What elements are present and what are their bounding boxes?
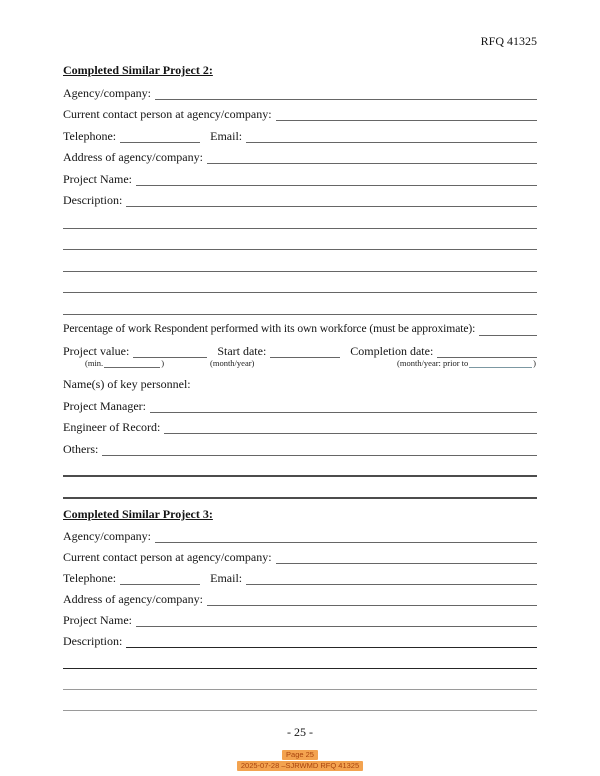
address-fill-line — [207, 592, 537, 606]
min-fill-line — [104, 359, 160, 368]
fill-line — [63, 279, 537, 293]
prior-to-note — [397, 358, 536, 368]
project-manager-fill-line — [150, 399, 537, 413]
contact-label: Current contact person at agency/company: — [63, 549, 272, 564]
project-manager-label: Project Manager: — [63, 398, 146, 413]
prior-fill-line — [469, 359, 532, 368]
project-name-fill-line — [136, 172, 537, 186]
fill-line — [63, 258, 537, 272]
description-label: Description: — [63, 193, 123, 207]
project-value-label: Project value: — [63, 343, 130, 358]
contact-fill-line — [276, 107, 537, 121]
date-subnotes-row — [63, 358, 537, 370]
blank-line-row — [63, 207, 537, 229]
footer-annotations — [0, 750, 600, 771]
min-note — [85, 358, 164, 368]
field-row-contact — [63, 100, 537, 122]
key-personnel-row — [63, 370, 537, 392]
blank-line-row — [63, 456, 537, 478]
min-note-suffix: ) — [161, 357, 165, 368]
field-row-address — [63, 585, 537, 606]
engineer-fill-line — [164, 420, 537, 434]
others-label: Others: — [63, 441, 99, 456]
project-name-fill-line — [136, 613, 537, 627]
field-row-others — [63, 434, 537, 456]
page-content — [63, 0, 537, 711]
min-note-prefix: (min. — [85, 357, 104, 368]
field-row-description — [63, 186, 537, 208]
project-value-fill-line — [133, 344, 207, 358]
blank-line-row — [63, 690, 537, 711]
fill-line — [63, 697, 537, 711]
blank-line-row — [63, 477, 537, 499]
field-row-project-manager — [63, 391, 537, 413]
percentage-fill-line — [479, 322, 537, 336]
agency-fill-line — [155, 529, 537, 543]
fill-line — [63, 301, 537, 315]
telephone-label: Telephone: — [63, 128, 117, 143]
fill-line — [63, 676, 537, 690]
blank-line-row — [63, 250, 537, 272]
section-title-project3: Completed Similar Project 3: — [63, 506, 213, 521]
field-row-telephone-email — [63, 564, 537, 585]
fill-line — [63, 655, 537, 669]
month-year-note: (month/year) — [210, 357, 255, 368]
fill-line — [63, 484, 537, 499]
section-title-project2: Completed Similar Project 2: — [63, 63, 213, 77]
email-fill-line — [246, 571, 537, 585]
description-fill-line — [126, 193, 537, 207]
fill-line — [63, 236, 537, 250]
fill-line — [63, 215, 537, 229]
field-row-address — [63, 143, 537, 165]
engineer-of-record-label: Engineer of Record: — [63, 420, 161, 434]
field-row-project-name — [63, 606, 537, 627]
address-fill-line — [207, 150, 537, 164]
address-label: Address of agency/company: — [63, 591, 203, 606]
fill-line — [63, 462, 537, 477]
email-label: Email: — [210, 570, 243, 585]
agency-label: Agency/company: — [63, 528, 151, 543]
field-row-dates — [63, 336, 537, 358]
agency-label: Agency/company: — [63, 85, 151, 100]
prior-note-suffix: ) — [533, 357, 536, 368]
key-personnel-label: Name(s) of key personnel: — [63, 377, 191, 391]
percentage-label: Percentage of work Respondent performed with its own workforce (must be approximate): — [63, 322, 476, 335]
contact-fill-line — [276, 550, 537, 564]
telephone-fill-line — [120, 129, 200, 143]
telephone-label: Telephone: — [63, 570, 117, 585]
blank-line-row — [63, 669, 537, 690]
rfq-reference: RFQ 41325 — [480, 34, 537, 48]
field-row-telephone-email — [63, 121, 537, 143]
field-row-percentage — [63, 315, 537, 337]
field-row-contact — [63, 543, 537, 564]
blank-line-row — [63, 648, 537, 669]
field-row-engineer — [63, 413, 537, 435]
page-number: - 25 - — [287, 725, 313, 739]
field-row-description — [63, 627, 537, 648]
project-name-label: Project Name: — [63, 171, 132, 186]
annotation-ref-highlight: 2025-07-28 –SJRWMD RFQ 41325 — [237, 761, 363, 771]
completion-date-label: Completion date: — [350, 343, 434, 358]
blank-line-row — [63, 229, 537, 251]
start-date-label: Start date: — [217, 343, 267, 358]
telephone-fill-line — [120, 571, 200, 585]
annotation-page-highlight: Page 25 — [282, 750, 318, 760]
blank-line-row — [63, 272, 537, 294]
project-name-label: Project Name: — [63, 612, 132, 627]
prior-note-prefix: (month/year: prior to — [397, 357, 469, 368]
email-fill-line — [246, 129, 537, 143]
field-row-agency — [63, 78, 537, 100]
field-row-project-name — [63, 164, 537, 186]
start-date-fill-line — [270, 344, 340, 358]
contact-label: Current contact person at agency/company: — [63, 107, 272, 121]
agency-fill-line — [155, 86, 537, 100]
description-label: Description: — [63, 633, 123, 648]
field-row-agency — [63, 522, 537, 543]
others-fill-line — [102, 442, 537, 456]
description-fill-line — [126, 634, 537, 648]
completion-date-fill-line — [437, 344, 537, 358]
address-label: Address of agency/company: — [63, 150, 203, 164]
blank-line-row — [63, 293, 537, 315]
email-label: Email: — [210, 128, 243, 143]
